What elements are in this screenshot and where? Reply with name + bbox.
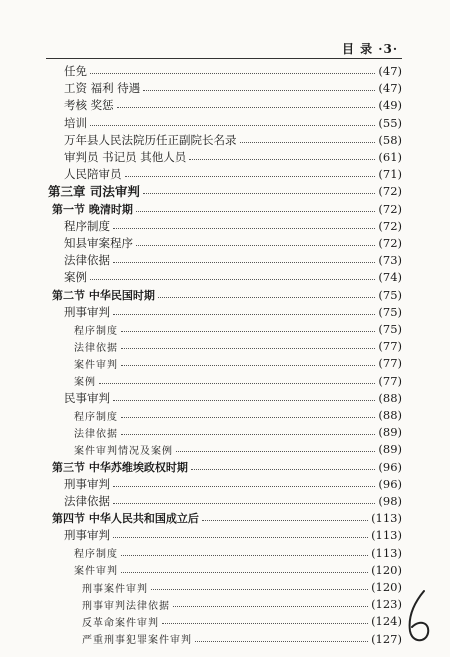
toc-entry-title: 程序制度 bbox=[74, 411, 118, 423]
toc-entry bbox=[64, 526, 402, 544]
toc-entry bbox=[52, 458, 402, 476]
toc-entry bbox=[64, 492, 402, 510]
dot-leader bbox=[151, 580, 368, 590]
dot-leader bbox=[90, 64, 375, 74]
toc-entry bbox=[64, 251, 402, 269]
dot-leader bbox=[99, 374, 375, 384]
toc-entry bbox=[82, 595, 402, 613]
toc-entry bbox=[74, 372, 402, 390]
dot-leader bbox=[202, 511, 368, 521]
toc-entry-title: 程序制度 bbox=[74, 549, 118, 561]
dot-leader bbox=[158, 288, 376, 298]
dot-leader bbox=[121, 425, 375, 435]
toc-entry-title: 第四节 中华人民共和国成立后 bbox=[52, 512, 199, 526]
dot-leader bbox=[121, 546, 368, 556]
toc-entry bbox=[64, 114, 402, 132]
toc-entry-page: (72) bbox=[378, 184, 402, 199]
toc-entry bbox=[64, 96, 402, 114]
dot-leader bbox=[113, 477, 375, 487]
dot-leader bbox=[121, 408, 375, 418]
toc-entry-page: (123) bbox=[371, 597, 402, 612]
toc-entry-page: (113) bbox=[371, 511, 402, 526]
toc-entry-page: (77) bbox=[378, 339, 402, 354]
toc-entry bbox=[48, 182, 402, 200]
toc-entry-title: 审判员 书记员 其他人员 bbox=[64, 150, 187, 164]
toc-entry bbox=[74, 320, 402, 338]
toc-entry-page: (88) bbox=[378, 408, 402, 422]
dot-leader bbox=[136, 236, 375, 246]
toc-entry-title: 考核 奖惩 bbox=[64, 98, 114, 113]
toc-entry bbox=[82, 612, 402, 630]
toc-entry-title: 工资 福利 待遇 bbox=[64, 81, 141, 96]
toc-entry-title: 知县审案程序 bbox=[64, 236, 133, 250]
toc-entry bbox=[64, 79, 402, 97]
toc-entry-title: 刑事审判 bbox=[64, 476, 110, 491]
toc-entry-title: 严重刑事犯罪案件审判 bbox=[82, 635, 192, 647]
toc-entry-page: (89) bbox=[378, 425, 402, 440]
toc-entry-page: (113) bbox=[371, 528, 402, 543]
toc-entry bbox=[74, 406, 402, 424]
toc-entry bbox=[64, 475, 402, 493]
toc-entry-title: 案例 bbox=[64, 270, 87, 285]
toc-entry bbox=[52, 509, 402, 527]
dot-leader bbox=[121, 322, 375, 332]
dot-leader bbox=[125, 167, 376, 177]
toc-entry-page: (75) bbox=[378, 322, 402, 336]
toc-entry bbox=[74, 337, 402, 355]
toc-entry-title: 刑事审判 bbox=[64, 304, 110, 319]
toc-entry-page: (77) bbox=[378, 373, 402, 388]
toc-entry bbox=[64, 131, 402, 149]
toc-entry-title: 程序制度 bbox=[64, 218, 110, 233]
toc-entry bbox=[74, 423, 402, 441]
toc-entry-page: (120) bbox=[371, 562, 402, 577]
toc-entry bbox=[64, 62, 402, 80]
dot-leader bbox=[113, 528, 368, 538]
toc-entry-page: (47) bbox=[378, 64, 402, 78]
toc-entry-title: 第二节 中华民国时期 bbox=[52, 288, 155, 302]
toc-entry bbox=[74, 440, 402, 458]
toc-entry bbox=[52, 200, 402, 218]
toc-entry-page: (89) bbox=[378, 442, 402, 457]
toc-entry bbox=[64, 234, 402, 252]
dot-leader bbox=[121, 563, 368, 573]
dot-leader bbox=[117, 98, 376, 108]
toc-entry-title: 案件审判情况及案例 bbox=[74, 445, 173, 457]
toc-entry bbox=[64, 217, 402, 235]
toc-entry-title: 程序制度 bbox=[74, 325, 118, 337]
dot-leader bbox=[113, 494, 375, 504]
handwritten-page-mark bbox=[402, 587, 436, 647]
toc-entry-title: 万年县人民法院历任正副院长名录 bbox=[64, 132, 237, 147]
toc-entry-page: (127) bbox=[371, 631, 402, 646]
dot-leader bbox=[90, 116, 375, 126]
dot-leader bbox=[240, 133, 376, 143]
toc-entry-page: (74) bbox=[378, 270, 402, 285]
header-rule bbox=[46, 58, 402, 59]
dot-leader bbox=[189, 150, 375, 160]
dot-leader bbox=[90, 270, 375, 280]
toc-entry-title: 培训 bbox=[64, 115, 87, 130]
toc-entry-page: (77) bbox=[378, 356, 402, 371]
toc-entry bbox=[64, 303, 402, 321]
dot-leader bbox=[113, 305, 375, 315]
toc-entry-page: (113) bbox=[371, 545, 402, 560]
toc-entry-title: 案件审判 bbox=[74, 566, 118, 578]
toc-entry-title: 刑事案件审判 bbox=[82, 583, 148, 595]
dot-leader bbox=[113, 219, 375, 229]
toc-entry-title: 任免 bbox=[64, 64, 87, 78]
dot-leader bbox=[136, 202, 376, 212]
toc-entry-page: (75) bbox=[378, 287, 402, 302]
toc-entry-title: 反革命案件审判 bbox=[82, 617, 159, 629]
dot-leader bbox=[121, 356, 375, 366]
toc-entry-page: (72) bbox=[378, 218, 402, 233]
toc-entry-page: (88) bbox=[378, 390, 402, 405]
toc-entry-title: 法律依据 bbox=[64, 494, 110, 508]
dot-leader bbox=[143, 81, 375, 91]
toc-entry-page: (71) bbox=[378, 167, 402, 182]
toc-entry-page: (49) bbox=[378, 98, 402, 113]
toc-entry-title: 第三章 司法审判 bbox=[48, 184, 140, 200]
dot-leader bbox=[113, 253, 375, 263]
toc-entry-page: (75) bbox=[378, 304, 402, 319]
toc-entry-page: (72) bbox=[378, 236, 402, 250]
toc-entry-page: (72) bbox=[378, 201, 402, 216]
dot-leader bbox=[113, 391, 375, 401]
dot-leader bbox=[162, 614, 368, 624]
dot-leader bbox=[191, 460, 376, 470]
toc-entry-title: 法律依据 bbox=[74, 428, 118, 440]
toc-entry bbox=[82, 578, 402, 596]
toc-entry-page: (58) bbox=[378, 132, 402, 147]
toc-entry-page: (47) bbox=[378, 81, 402, 96]
toc-entry-page: (96) bbox=[378, 476, 402, 491]
toc-entry-title: 第三节 中华苏维埃政权时期 bbox=[52, 460, 188, 474]
toc-entry-page: (73) bbox=[378, 253, 402, 268]
toc-entry bbox=[64, 148, 402, 166]
toc-entry-title: 法律依据 bbox=[74, 342, 118, 354]
running-header: 目 录 ·3· bbox=[341, 42, 398, 56]
dot-leader bbox=[143, 184, 376, 194]
dot-leader bbox=[176, 442, 375, 452]
toc-entry bbox=[64, 268, 402, 286]
toc-entry-page: (55) bbox=[378, 115, 402, 130]
toc-entry bbox=[74, 544, 402, 562]
toc-entry-page: (124) bbox=[371, 614, 402, 629]
toc-entry-title: 案件审判 bbox=[74, 359, 118, 371]
toc-entry-title: 人民陪审员 bbox=[64, 167, 122, 182]
toc-entry-page: (96) bbox=[378, 459, 402, 474]
toc-entry-page: (61) bbox=[378, 150, 402, 164]
toc-entry bbox=[82, 630, 402, 648]
toc-entry bbox=[64, 389, 402, 407]
toc-entry bbox=[74, 561, 402, 579]
dot-leader bbox=[121, 339, 375, 349]
toc-entry-page: (120) bbox=[371, 580, 402, 594]
toc-entry-page: (98) bbox=[378, 494, 402, 508]
toc-entry-title: 刑事审判 bbox=[64, 528, 110, 543]
dot-leader bbox=[195, 632, 368, 642]
dot-leader bbox=[173, 597, 368, 607]
toc-entry-title: 第一节 晚清时期 bbox=[52, 202, 133, 216]
toc-entry bbox=[52, 286, 402, 304]
toc-entry-title: 法律依据 bbox=[64, 253, 110, 268]
toc-entry bbox=[64, 165, 402, 183]
toc-entry-title: 刑事审判法律依据 bbox=[82, 600, 170, 612]
toc-entry-title: 民事审判 bbox=[64, 390, 110, 405]
toc-entry bbox=[74, 354, 402, 372]
toc-entry-title: 案例 bbox=[74, 377, 96, 389]
